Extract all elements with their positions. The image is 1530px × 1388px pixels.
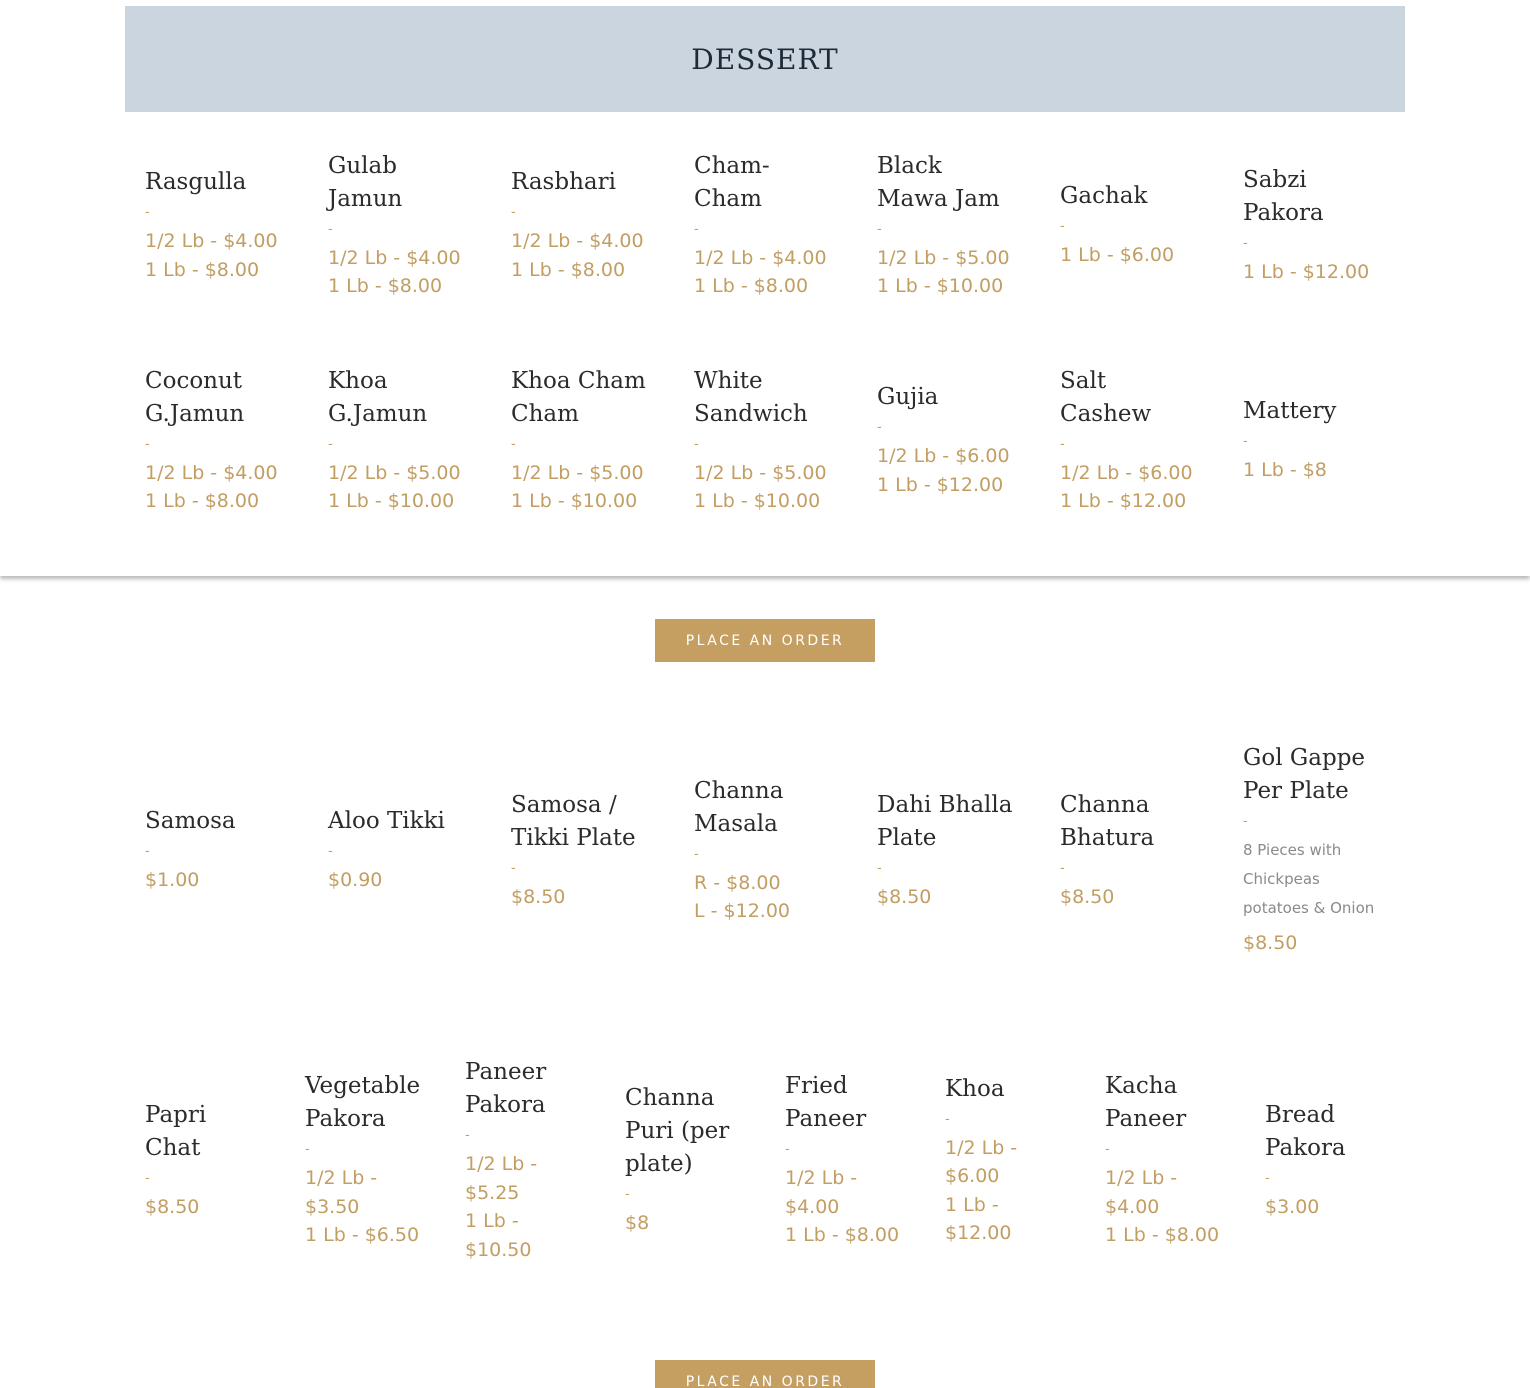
menu-item-price: L - $12.00 bbox=[694, 900, 791, 922]
menu-item bbox=[328, 150, 511, 301]
menu-item-separator: - bbox=[328, 436, 333, 452]
menu-item-price: 1 Lb - $10.00 bbox=[877, 275, 1004, 297]
menu-item-name: Gulab Jamun bbox=[328, 152, 403, 212]
menu-item-separator: - bbox=[511, 436, 516, 452]
menu-item bbox=[145, 365, 328, 516]
menu-item-separator: - bbox=[1265, 1170, 1270, 1186]
menu-item-prices bbox=[328, 866, 468, 895]
dessert-title: DESSERT bbox=[691, 42, 839, 76]
menu-item-prices bbox=[1265, 1193, 1385, 1222]
menu-item-separator: - bbox=[511, 205, 516, 220]
menu-item-name: Channa Bhatura bbox=[1060, 791, 1155, 851]
menu-item-price: 1/2 Lb - $6.00 bbox=[877, 445, 1010, 467]
menu-item-name: Vegetable Pakora bbox=[305, 1073, 421, 1133]
dessert-header bbox=[125, 6, 1405, 112]
menu-item-price: 1 Lb - $12.00 bbox=[1243, 260, 1370, 283]
menu-item-prices bbox=[1105, 1164, 1225, 1250]
place-order-button[interactable]: PLACE AN ORDER bbox=[655, 619, 875, 662]
menu-item-price: 1 Lb - $6.00 bbox=[1060, 244, 1175, 267]
menu-item bbox=[1243, 742, 1426, 958]
menu-item-price: 1 Lb - $10.00 bbox=[694, 490, 821, 512]
menu-item-separator: - bbox=[1060, 860, 1065, 876]
menu-item-separator: - bbox=[1060, 219, 1065, 235]
menu-item bbox=[1060, 365, 1243, 516]
menu-item-name: Sabzi Pakora bbox=[1243, 166, 1324, 226]
menu-item-price: 1/2 Lb - $5.00 bbox=[877, 246, 1010, 269]
menu-item-body bbox=[1060, 789, 1200, 912]
menu-item bbox=[625, 1082, 785, 1238]
menu-item-separator: - bbox=[145, 436, 150, 452]
menu-item-separator: - bbox=[1060, 436, 1065, 452]
menu-item bbox=[1243, 164, 1426, 287]
menu-item-prices bbox=[1060, 459, 1200, 516]
menu-item bbox=[145, 166, 328, 284]
menu-item-price: 1/2 Lb - $4.00 bbox=[694, 246, 827, 269]
menu-item-name: Mattery bbox=[1243, 398, 1337, 425]
menu-item bbox=[328, 365, 511, 516]
menu-item-price: $8.50 bbox=[1243, 932, 1298, 955]
menu-item-price: 1/2 Lb - $4.00 bbox=[145, 230, 278, 252]
menu-item-name: Channa Masala bbox=[694, 777, 784, 837]
menu-item-prices bbox=[145, 227, 285, 284]
menu-item-separator: - bbox=[465, 1128, 470, 1143]
menu-item-name: Salt Cashew bbox=[1060, 367, 1152, 427]
menu-item-name: Khoa G.Jamun bbox=[328, 367, 428, 427]
menu-item-name: Samosa / Tikki Plate bbox=[511, 791, 636, 851]
menu-item-body bbox=[511, 166, 651, 284]
menu-item-name: White Sandwich bbox=[694, 367, 808, 427]
menu-item-separator: - bbox=[694, 846, 699, 862]
snacks-row-2 bbox=[145, 1010, 1425, 1310]
menu-item-prices bbox=[1243, 929, 1383, 958]
menu-item-name: Coconut G.Jamun bbox=[145, 367, 245, 427]
menu-item-name: Bread Pakora bbox=[1265, 1101, 1346, 1161]
menu-item-price: $8.50 bbox=[145, 1195, 200, 1218]
menu-item-separator: - bbox=[877, 860, 882, 876]
menu-item-body bbox=[1105, 1070, 1225, 1250]
menu-item bbox=[328, 805, 511, 895]
menu-item-price: 1 Lb - $12.00 bbox=[1060, 490, 1187, 512]
menu-item-price: 1/2 Lb - $5.00 bbox=[328, 461, 461, 484]
menu-item-price: 1 Lb - $10.50 bbox=[465, 1210, 532, 1261]
menu-item bbox=[1265, 1099, 1425, 1222]
menu-item bbox=[877, 789, 1060, 912]
menu-item-price: 1 Lb - $10.00 bbox=[511, 490, 638, 512]
menu-item-price: $8.50 bbox=[1060, 885, 1115, 908]
menu-item-prices bbox=[1243, 456, 1383, 485]
menu-item-price: 1/2 Lb - $6.00 bbox=[1060, 461, 1193, 484]
menu-item-price: 1 Lb - $8.00 bbox=[694, 275, 809, 297]
menu-item-separator: - bbox=[328, 844, 333, 860]
menu-item-separator: - bbox=[694, 221, 699, 237]
menu-item bbox=[877, 381, 1060, 499]
menu-item-separator: - bbox=[145, 844, 150, 860]
menu-item-body bbox=[877, 150, 1017, 301]
menu-item-price: $8.50 bbox=[511, 885, 566, 908]
menu-item-price: 1 Lb - $10.00 bbox=[328, 490, 455, 512]
menu-item-body bbox=[328, 365, 468, 516]
menu-item bbox=[694, 150, 877, 301]
place-order-button-bottom[interactable]: PLACE AN ORDER bbox=[655, 1360, 875, 1388]
menu-item-price: 1/2 Lb - $4.00 bbox=[511, 230, 644, 252]
menu-item-price: 1 Lb - $12.00 bbox=[945, 1193, 1012, 1244]
menu-item bbox=[785, 1070, 945, 1250]
menu-item bbox=[1060, 180, 1243, 270]
menu-item-body bbox=[328, 805, 468, 895]
menu-item-price: 1/2 Lb - $6.00 bbox=[945, 1136, 1018, 1187]
menu-item-price: 1 Lb - $8.00 bbox=[145, 258, 260, 281]
menu-item-separator: - bbox=[877, 420, 882, 435]
menu-item-body bbox=[511, 789, 651, 912]
menu-item-body bbox=[145, 166, 285, 284]
menu-item-prices bbox=[511, 227, 651, 284]
menu-item bbox=[1243, 395, 1426, 485]
dessert-row-2 bbox=[145, 340, 1426, 540]
menu-item-separator: - bbox=[1243, 235, 1248, 251]
menu-item-price: 1/2 Lb - $3.50 bbox=[305, 1167, 378, 1218]
menu-item-prices bbox=[1243, 258, 1383, 287]
menu-item-prices bbox=[145, 1193, 265, 1222]
menu-item-prices bbox=[877, 244, 1017, 301]
menu-item-name: Papri Chat bbox=[145, 1101, 207, 1161]
menu-item-name: Cham-Cham bbox=[694, 152, 770, 212]
menu-item bbox=[465, 1056, 625, 1264]
menu-item-price: 1 Lb - $12.00 bbox=[877, 473, 1004, 496]
menu-item-price: 1/2 Lb - $4.00 bbox=[328, 246, 461, 269]
menu-item-prices bbox=[328, 244, 468, 301]
menu-item-prices bbox=[305, 1164, 425, 1250]
menu-item-price: $1.00 bbox=[145, 869, 200, 892]
menu-item-body bbox=[328, 150, 468, 301]
menu-item-separator: - bbox=[1243, 814, 1248, 830]
menu-item-prices bbox=[877, 883, 1017, 912]
menu-item-price: R - $8.00 bbox=[694, 871, 781, 894]
menu-item-description: 8 Pieces with Chickpeas potatoes & Onion bbox=[1243, 841, 1375, 918]
menu-item-prices bbox=[465, 1150, 585, 1264]
menu-item bbox=[145, 805, 328, 895]
menu-item-price: $8 bbox=[625, 1212, 650, 1235]
menu-item bbox=[305, 1070, 465, 1250]
menu-item-body bbox=[145, 1099, 265, 1222]
menu-item-price: 1/2 Lb - $4.00 bbox=[1105, 1167, 1178, 1218]
menu-item-prices bbox=[785, 1164, 905, 1250]
menu-item-body bbox=[1060, 365, 1200, 516]
menu-item-name: Khoa bbox=[945, 1075, 1005, 1102]
menu-item-price: 1/2 Lb - $4.00 bbox=[785, 1167, 858, 1218]
menu-item-prices bbox=[694, 244, 834, 301]
menu-item-price: 1 Lb - $8 bbox=[1243, 459, 1327, 482]
menu-item-separator: - bbox=[1105, 1142, 1110, 1158]
snacks-row-1 bbox=[145, 730, 1426, 970]
menu-item-name: Black Mawa Jam bbox=[877, 152, 1000, 212]
menu-item-price: 1/2 Lb - $5.00 bbox=[511, 461, 644, 484]
menu-item bbox=[945, 1073, 1105, 1248]
menu-item-body bbox=[465, 1056, 585, 1264]
menu-item-name: Paneer Pakora bbox=[465, 1059, 547, 1118]
menu-item bbox=[1105, 1070, 1265, 1250]
menu-item-body bbox=[1060, 180, 1200, 270]
menu-item bbox=[877, 150, 1060, 301]
menu-item-prices bbox=[694, 869, 834, 926]
menu-item-body bbox=[694, 365, 834, 516]
menu-item-name: Rasgulla bbox=[145, 169, 247, 195]
menu-item-name: Gujia bbox=[877, 384, 939, 410]
menu-item-name: Khoa Cham Cham bbox=[511, 367, 646, 427]
menu-item-separator: - bbox=[694, 436, 699, 452]
menu-item-separator: - bbox=[1243, 434, 1248, 450]
menu-item-price: $0.90 bbox=[328, 869, 383, 892]
menu-item-body bbox=[511, 365, 651, 516]
menu-item-body bbox=[625, 1082, 745, 1238]
menu-item-price: $8.50 bbox=[877, 885, 932, 908]
menu-item-separator: - bbox=[145, 1170, 150, 1186]
menu-item-name: Gachak bbox=[1060, 183, 1148, 210]
menu-item-name: Gol Gappe Per Plate bbox=[1243, 745, 1366, 805]
menu-item-body bbox=[877, 789, 1017, 912]
menu-item-body bbox=[694, 775, 834, 926]
menu-item-prices bbox=[1060, 883, 1200, 912]
menu-item-price: $3.00 bbox=[1265, 1195, 1320, 1218]
menu-item-price: 1 Lb - $6.50 bbox=[305, 1224, 420, 1247]
menu-item-body bbox=[945, 1073, 1065, 1248]
menu-item-price: 1 Lb - $8.00 bbox=[511, 258, 626, 281]
dessert-row-1 bbox=[145, 120, 1426, 330]
menu-item-prices bbox=[511, 883, 651, 912]
menu-item bbox=[694, 775, 877, 926]
menu-item-separator: - bbox=[328, 221, 333, 237]
menu-item-separator: - bbox=[625, 1187, 630, 1203]
menu-item-body bbox=[694, 150, 834, 301]
menu-item bbox=[511, 789, 694, 912]
menu-item-body bbox=[145, 805, 285, 895]
menu-item-prices bbox=[1060, 241, 1200, 270]
menu-item-separator: - bbox=[785, 1142, 790, 1158]
menu-item-separator: - bbox=[511, 860, 516, 876]
menu-item bbox=[1060, 789, 1243, 912]
menu-item-separator: - bbox=[945, 1111, 950, 1127]
menu-item-price: 1/2 Lb - $5.00 bbox=[694, 461, 827, 484]
menu-item-name: Kacha Paneer bbox=[1105, 1073, 1187, 1133]
menu-item-separator: - bbox=[305, 1142, 310, 1158]
menu-item-price: 1 Lb - $8.00 bbox=[785, 1224, 900, 1247]
menu-item-prices bbox=[945, 1134, 1065, 1248]
menu-item-body bbox=[1265, 1099, 1385, 1222]
menu-item-body bbox=[1243, 395, 1383, 485]
menu-item-price: 1 Lb - $8.00 bbox=[328, 275, 443, 297]
menu-item-name: Dahi Bhalla Plate bbox=[877, 791, 1013, 851]
menu-item-separator: - bbox=[877, 221, 882, 237]
menu-item-body bbox=[145, 365, 285, 516]
menu-item-name: Aloo Tikki bbox=[328, 808, 445, 835]
menu-item-prices bbox=[328, 459, 468, 516]
menu-item-price: 1 Lb - $8.00 bbox=[1105, 1224, 1220, 1247]
menu-item bbox=[511, 166, 694, 284]
menu-item-body bbox=[305, 1070, 425, 1250]
menu-item-prices bbox=[511, 459, 651, 516]
menu-item-body bbox=[785, 1070, 905, 1250]
menu-item-name: Samosa bbox=[145, 808, 236, 835]
menu-item bbox=[511, 365, 694, 516]
menu-item-price: 1/2 Lb - $4.00 bbox=[145, 461, 278, 484]
menu-item-prices bbox=[145, 459, 285, 516]
menu-item-name: Rasbhari bbox=[511, 169, 616, 195]
menu-item-name: Channa Puri (per plate) bbox=[625, 1085, 730, 1178]
menu-item-separator: - bbox=[145, 205, 150, 220]
menu-item-prices bbox=[877, 442, 1017, 499]
menu-item-prices bbox=[145, 866, 285, 895]
menu-item-body bbox=[877, 381, 1017, 499]
menu-item-body bbox=[1243, 742, 1383, 958]
menu-item-body bbox=[1243, 164, 1383, 287]
menu-item-price: 1/2 Lb - $5.25 bbox=[465, 1153, 538, 1204]
menu-item-prices bbox=[625, 1209, 745, 1238]
menu-item-prices bbox=[694, 459, 834, 516]
menu-item bbox=[694, 365, 877, 516]
menu-item-price: 1 Lb - $8.00 bbox=[145, 490, 260, 512]
menu-item-name: Fried Paneer bbox=[785, 1073, 867, 1133]
menu-item bbox=[145, 1099, 305, 1222]
